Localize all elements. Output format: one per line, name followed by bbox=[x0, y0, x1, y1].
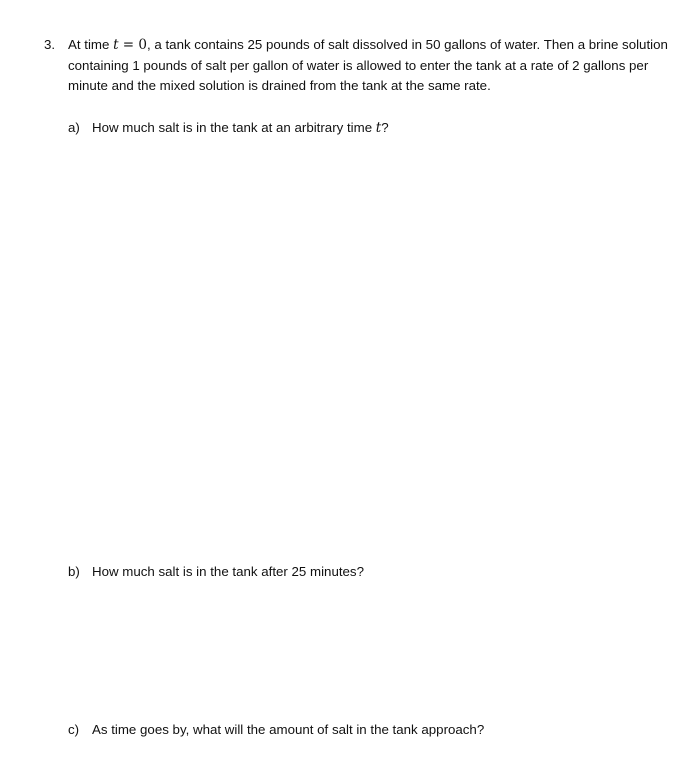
problem-text-start: At time bbox=[68, 37, 114, 52]
question-a-text: How much salt is in the tank at an arbitrary time bbox=[92, 120, 376, 135]
question-c bbox=[68, 720, 484, 740]
question-c-letter: c) bbox=[68, 722, 80, 737]
question-b bbox=[68, 562, 364, 582]
math-equals-zero: = 0 bbox=[118, 37, 147, 53]
question-a-variable-t: t bbox=[375, 120, 382, 136]
question-b-text: How much salt is in the tank after 25 minutes? bbox=[92, 564, 364, 579]
problem-number: 3. bbox=[44, 37, 56, 52]
question-a bbox=[68, 118, 389, 138]
problem-statement bbox=[68, 35, 680, 97]
problem-text-rest: , a tank contains 25 pounds of salt dissolved in 50 gallons of water. Then a brine solution containing 1 pounds of salt per gallon of water is allowed to enter the tank at a rate of 2 gallons per minute and the mixed solution is drained from the tank at the same rate. bbox=[68, 37, 668, 93]
math-variable-t: t bbox=[113, 37, 119, 53]
question-b-letter: b) bbox=[68, 564, 80, 579]
question-a-end: ? bbox=[381, 120, 389, 135]
question-a-letter: a) bbox=[68, 120, 80, 135]
question-c-text: As time goes by, what will the amount of salt in the tank approach? bbox=[92, 722, 485, 737]
